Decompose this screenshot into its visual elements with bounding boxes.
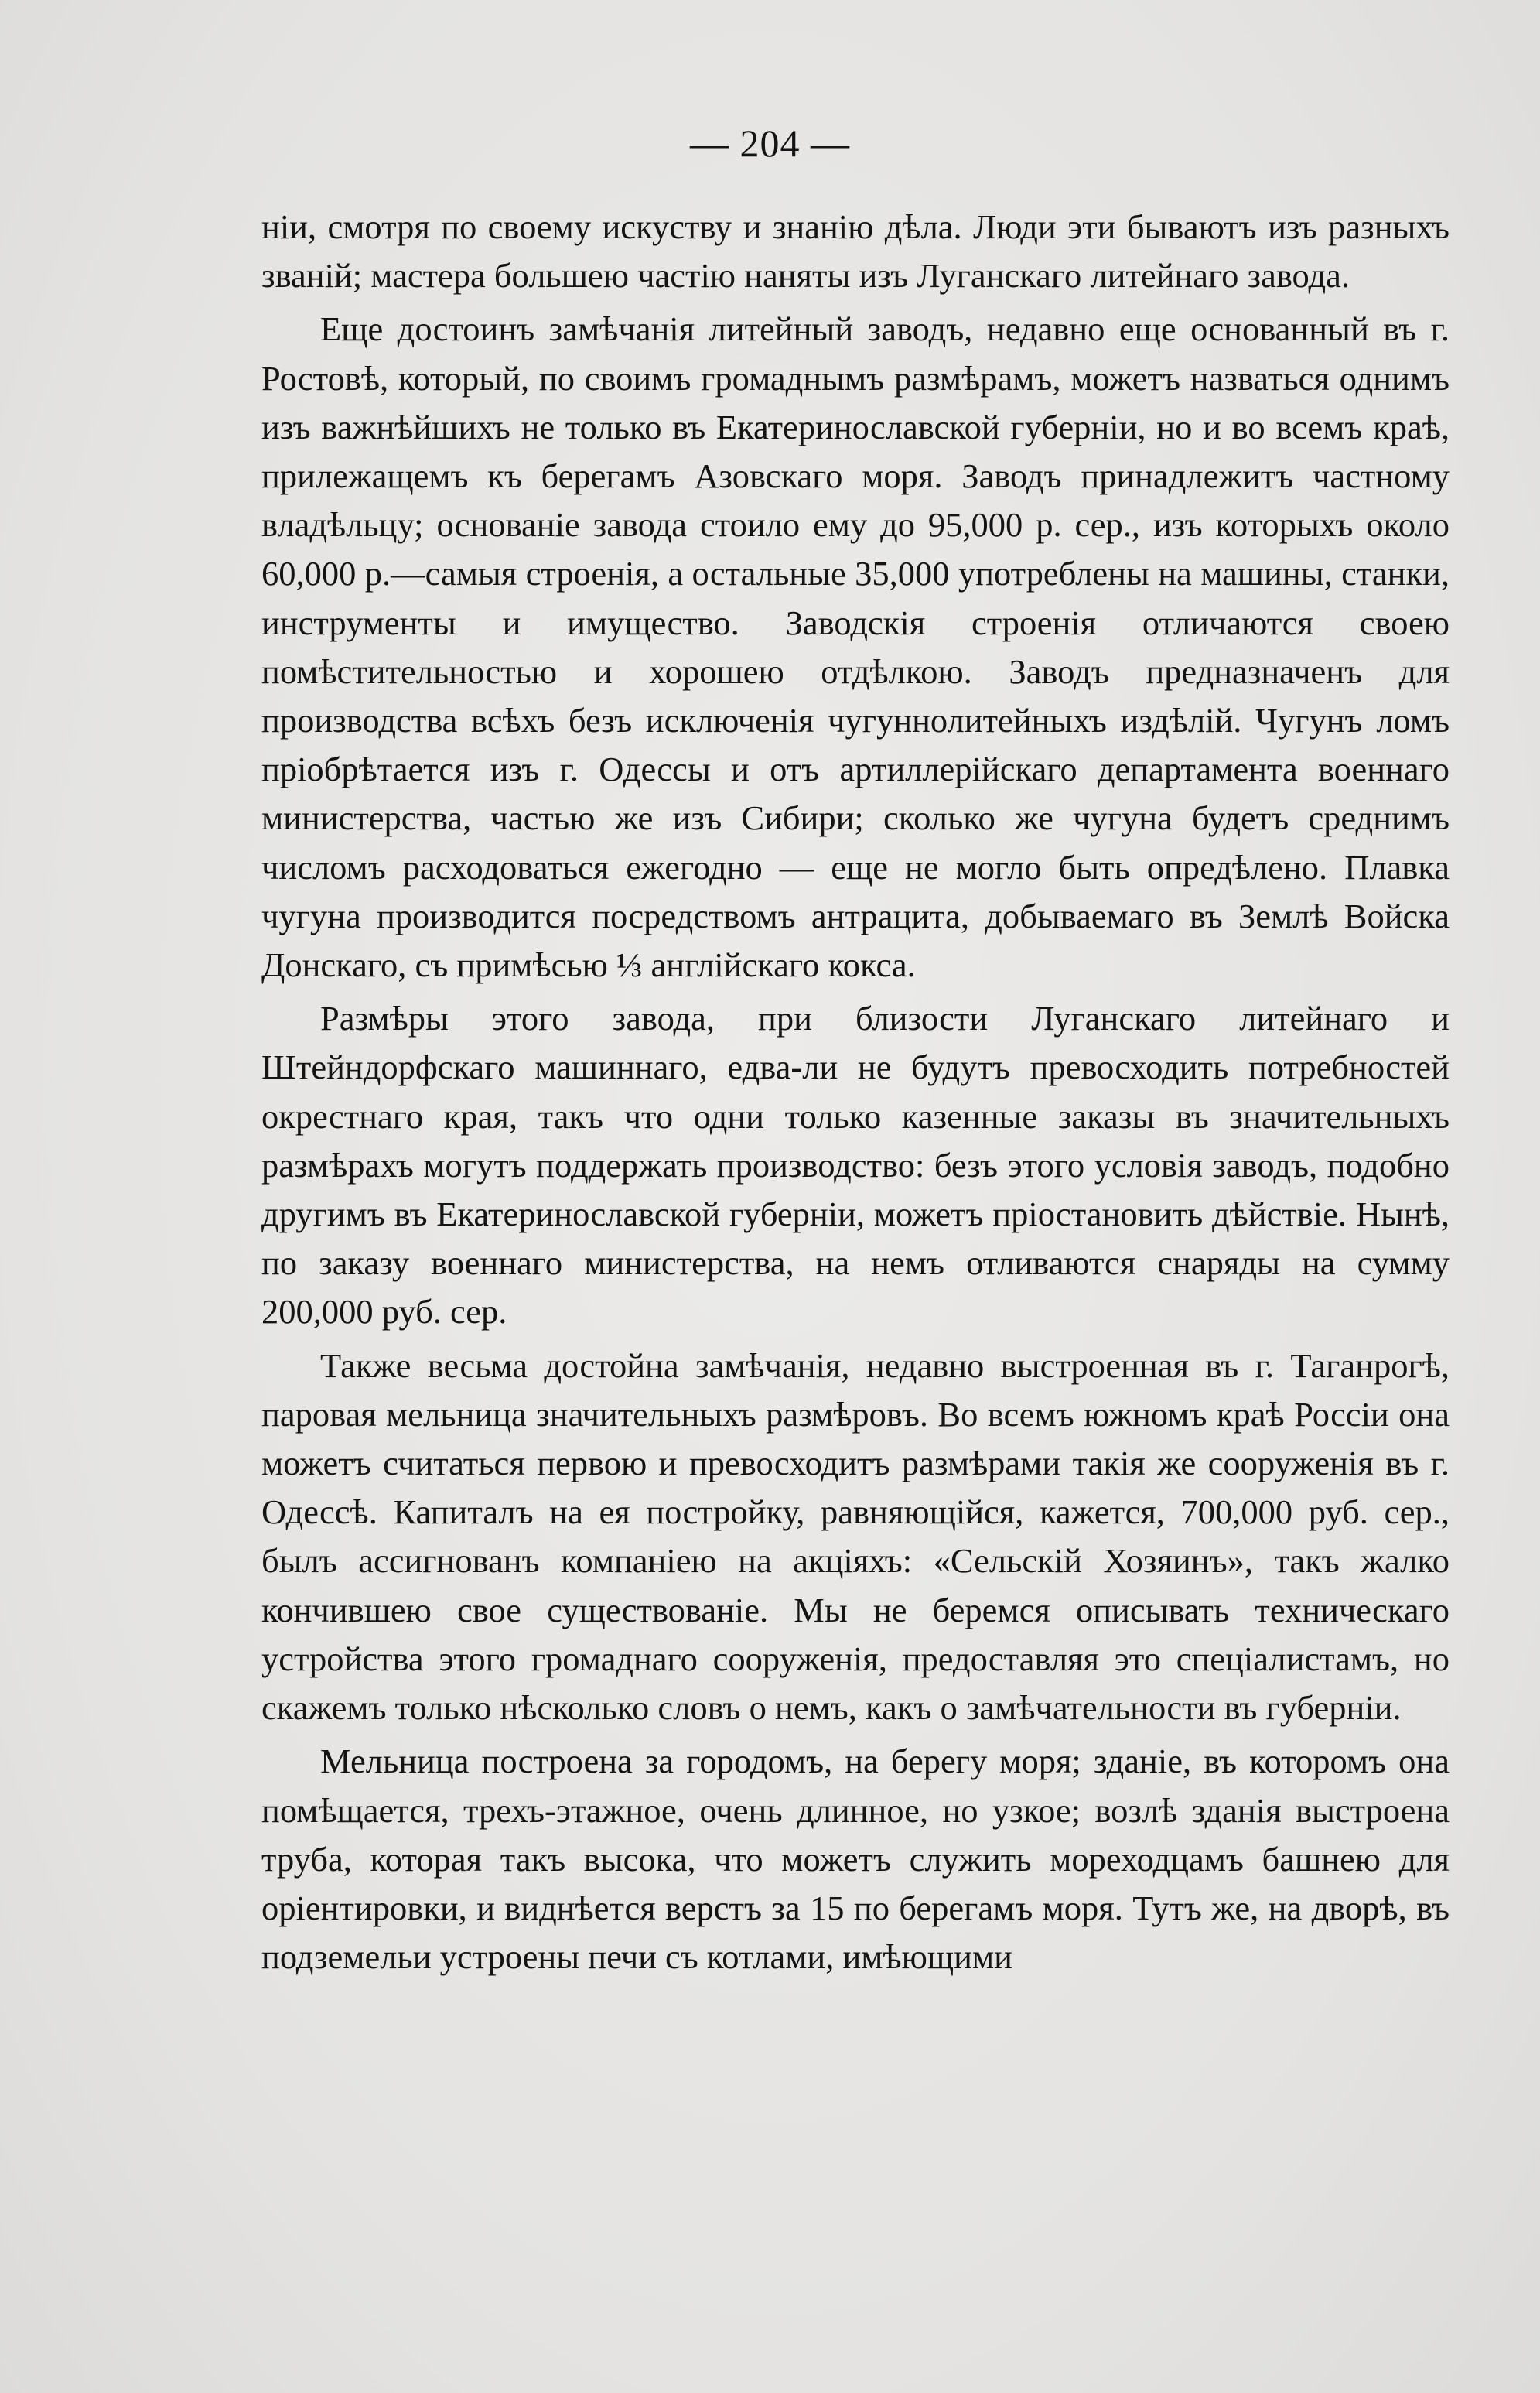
paragraph-1: ніи, смотря по своему искуству и знанію дѣла. Люди эти бываютъ изъ разныхъ званій; мастера большею частію наняты изъ Луганскаго литейнаго завода. xyxy=(261,207,1450,296)
paragraph-5: Мельница построена за городомъ, на берегу моря; зданіе, въ которомъ она помѣщается, трехъ-этажное, очень длинное, но узкое; возлѣ зданія выстроена труба, которая такъ высока, что можетъ служить мореходцамъ башнею для оріентировки, и виднѣется верстъ за 15 по берегамъ моря. Тутъ же, на дворѣ, въ подземельи устроены печи съ котлами, имѣющими xyxy=(261,1742,1450,1977)
body-text xyxy=(261,203,1450,1986)
paragraph-2: Еще достоинъ замѣчанія литейный заводъ, недавно еще основанный въ г. Ростовѣ, который, по своимъ громаднымъ размѣрамъ, можетъ назваться однимъ изъ важнѣйшихъ не только въ Екатеринославской губерніи, но и во всемъ краѣ, прилежащемъ къ берегамъ Азовскаго моря. Заводъ принадлежитъ частному владѣльцу; основаніе завода стоило ему до 95,000 р. сер., изъ которыхъ около 60,000 р.—самыя строенія, а остальные 35,000 употреблены на машины, станки, инструменты и имущество. Заводскія строенія отличаются своею помѣстительностью и хорошею отдѣлкою. Заводъ предназначенъ для производства всѣхъ безъ исключенія чугуннолитейныхъ издѣлій. Чугунъ ломъ пріобрѣтается изъ г. Одессы и отъ артиллерійскаго департамента военнаго министерства, частью же изъ Сибири; сколько же чугуна будетъ среднимъ числомъ расходоваться ежегодно — еще не могло быть опредѣлено. Плавка чугуна производится посредствомъ антрацита, добываемаго въ Землѣ Войска Донскаго, съ примѣсью ⅓ англійскаго кокса. xyxy=(261,309,1450,985)
page-number: — 204 — xyxy=(690,121,850,165)
paragraph-3: Размѣры этого завода, при близости Луганскаго литейнаго и Штейндорфскаго машиннаго, едва-ли не будутъ превосходить потребностей окрестнаго края, такъ что одни только казенные заказы въ значительныхъ размѣрахъ могутъ поддержать производство: безъ этого условія заводъ, подобно другимъ въ Екатеринославской губерніи, можетъ пріостановить дѣйствіе. Нынѣ, по заказу военнаго министерства, на немъ отливаются снаряды на сумму 200,000 руб. сер. xyxy=(261,999,1450,1332)
paragraph-4: Также весьма достойна замѣчанія, недавно выстроенная въ г. Таганрогѣ, паровая мельница значительныхъ размѣровъ. Во всемъ южномъ краѣ Россіи она можетъ считаться первою и превосходитъ размѣрами такія же сооруженія въ г. Одессѣ. Капиталъ на ея постройку, равняющійся, кажется, 700,000 руб. сер., былъ ассигнованъ компаніею на акціяхъ: «Сельскій Хозяинъ», такъ жалко кончившею свое существованіе. Мы не беремся описывать техническаго устройства этого громаднаго сооруженія, предоставляя это спеціалистамъ, но скажемъ только нѣсколько словъ о немъ, какъ о замѣчательности въ губерніи. xyxy=(261,1345,1450,1728)
